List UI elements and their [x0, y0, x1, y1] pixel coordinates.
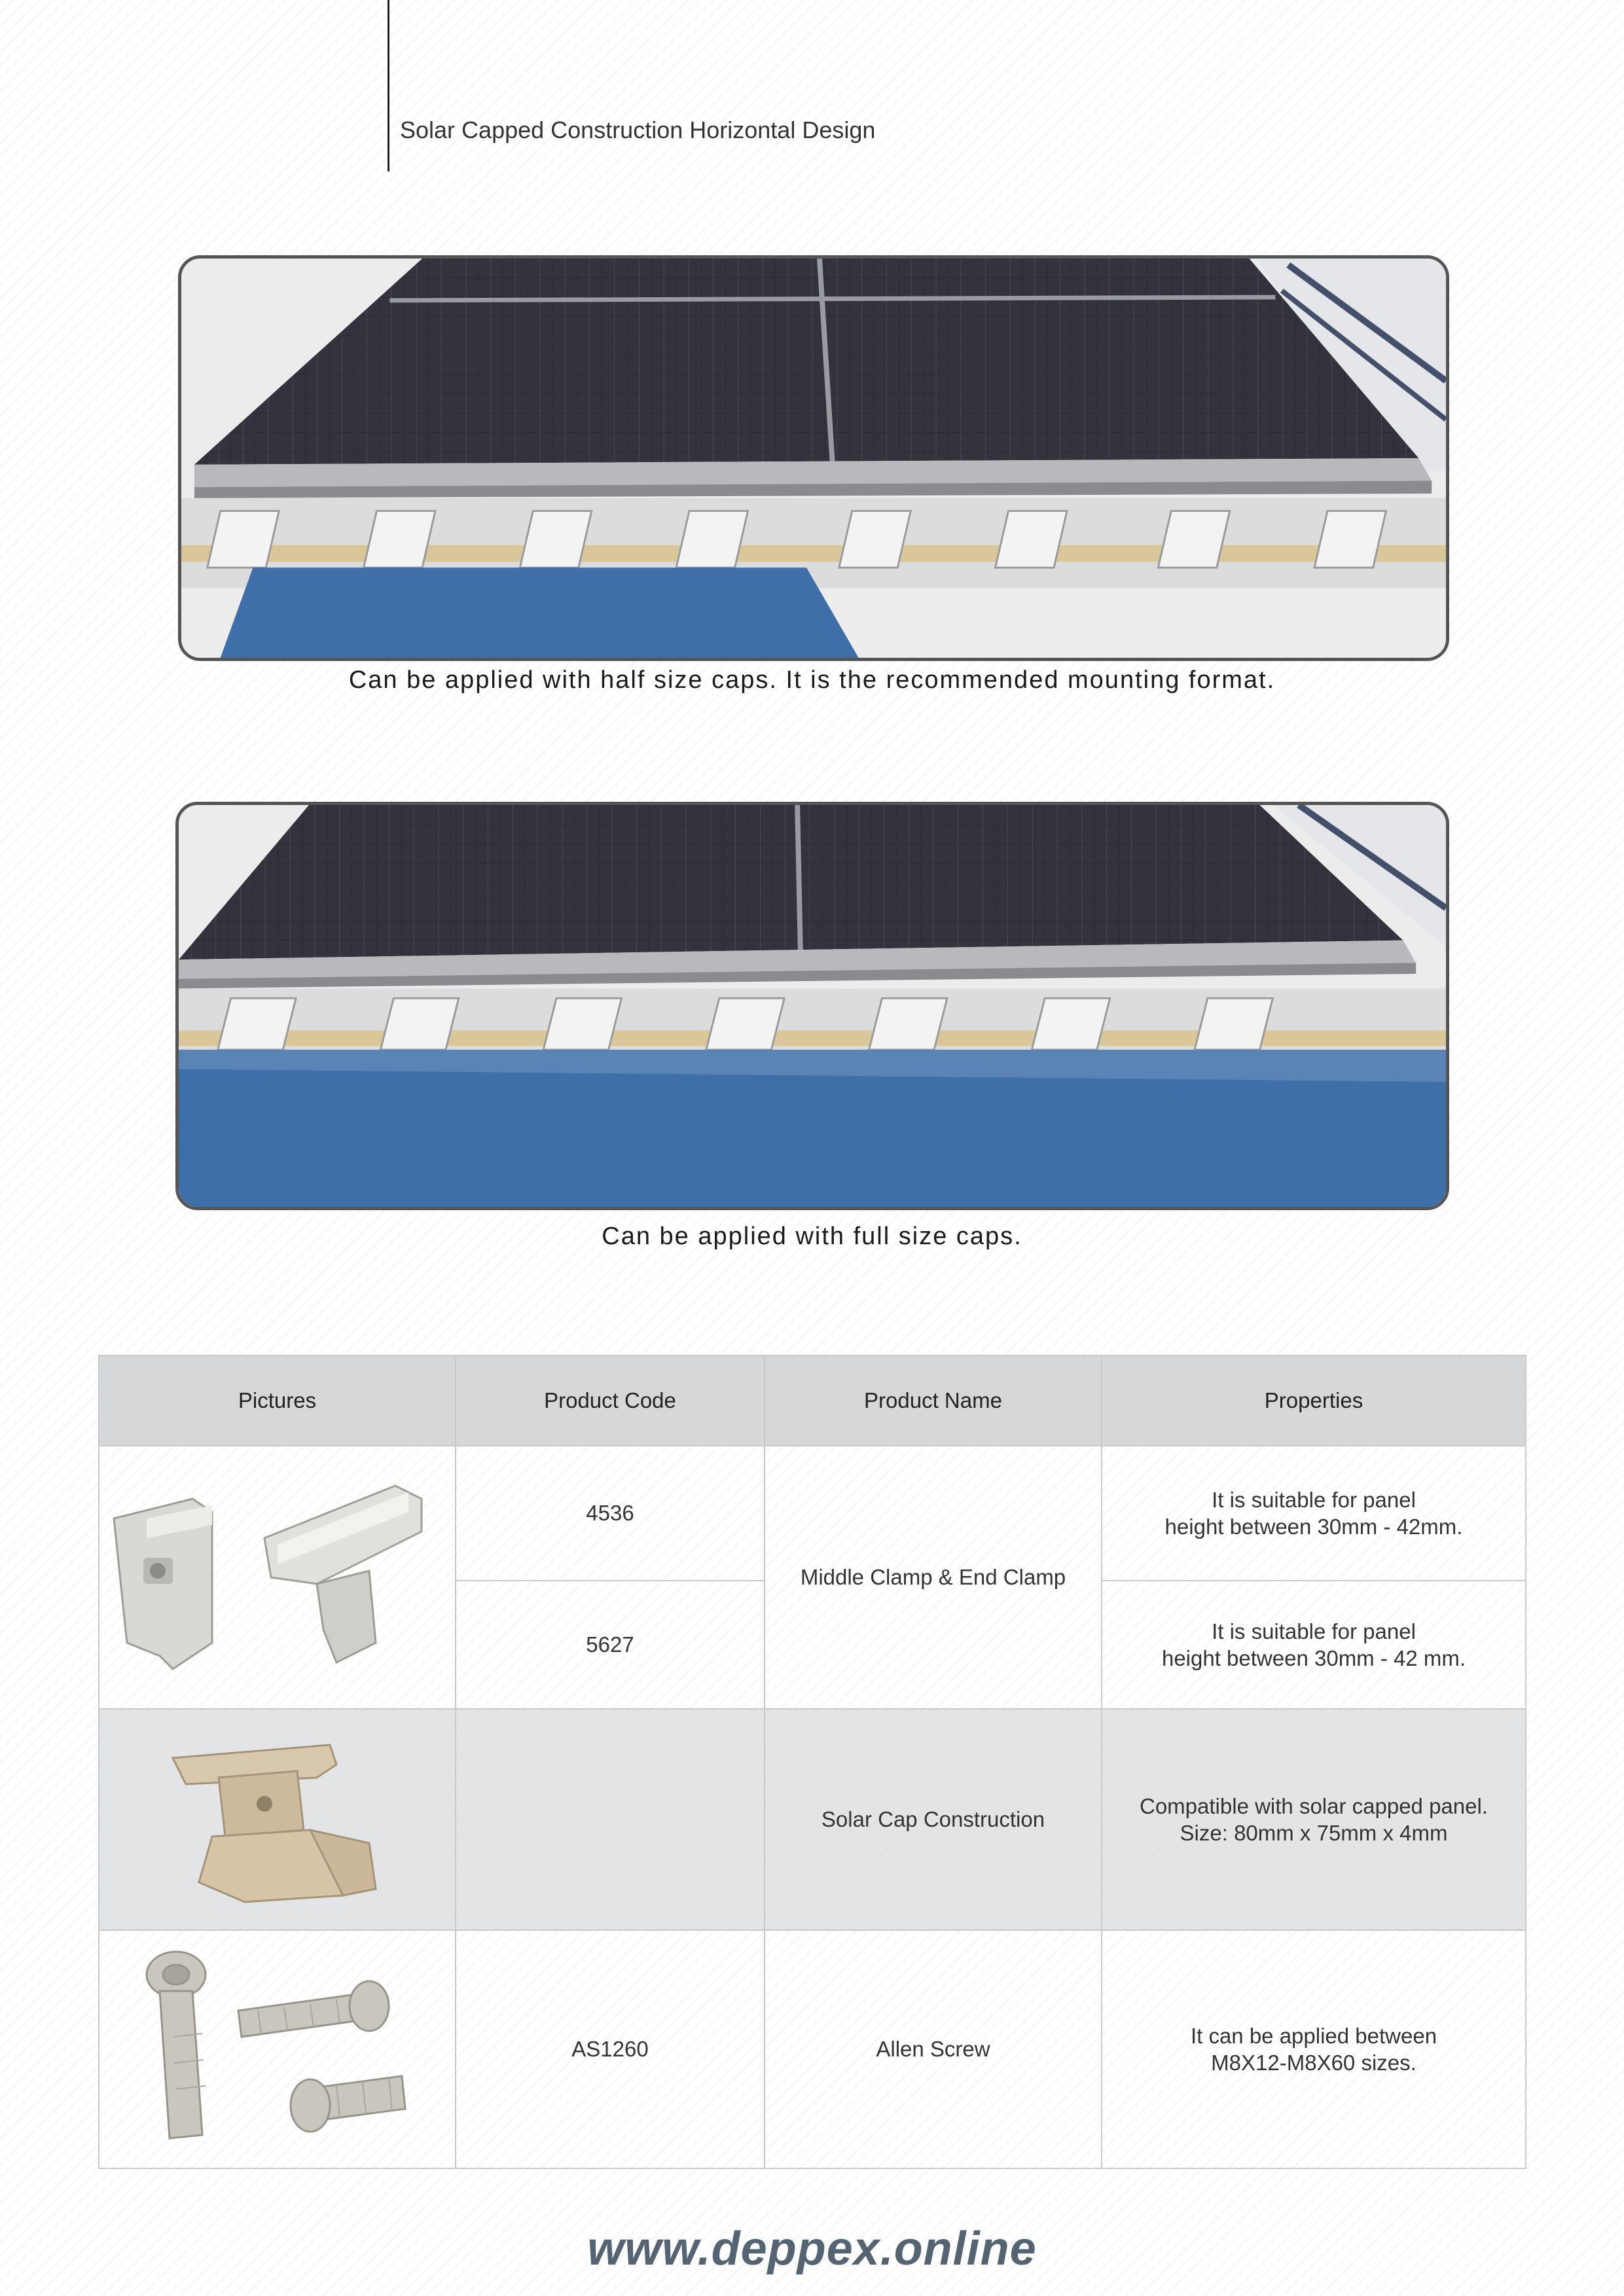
- page-title: Solar Capped Construction Horizontal Design: [400, 117, 876, 143]
- cap-construction-image: [147, 1719, 408, 1915]
- properties-line: It is suitable for panel: [1212, 1619, 1416, 1644]
- properties-line: M8X12-M8X60 sizes.: [1211, 2051, 1416, 2075]
- product-name-cell: Middle Clamp & End Clamp: [765, 1446, 1102, 1709]
- clamp-product-image: [101, 1446, 454, 1703]
- table-row: [99, 1930, 1526, 2168]
- properties-cell: [1102, 1930, 1526, 2168]
- allen-screw-image: [114, 1939, 441, 2155]
- properties-line: It is suitable for panel: [1212, 1488, 1416, 1513]
- product-name-cell: Allen Screw: [765, 1930, 1102, 2168]
- properties-cell: [1102, 1581, 1526, 1709]
- cap-construction-picture-cell: [99, 1709, 456, 1930]
- website-link[interactable]: www.deppex.online: [587, 2223, 1037, 2275]
- clamp-picture-cell: [99, 1446, 456, 1709]
- solar-full-caps-photo: [175, 802, 1449, 1210]
- table-row: [99, 1446, 1526, 1581]
- half-caps-caption: Can be applied with half size caps. It is the recommended mounting format.: [348, 666, 1276, 694]
- product-code-cell: AS1260: [456, 1930, 765, 2168]
- properties-cell: [1102, 1446, 1526, 1581]
- properties-line: Size: 80mm x 75mm x 4mm: [1180, 1821, 1448, 1845]
- solar-half-caps-photo: [178, 255, 1449, 661]
- product-code-cell: [456, 1709, 765, 1930]
- properties-line: It can be applied between: [1190, 2024, 1437, 2048]
- table-header-row: [99, 1355, 1526, 1446]
- screw-picture-cell: [99, 1930, 456, 2168]
- header-pictures: Pictures: [99, 1355, 456, 1446]
- header-product-name: Product Name: [765, 1355, 1102, 1446]
- product-table: [98, 1355, 1526, 2169]
- header-properties: Properties: [1102, 1355, 1526, 1446]
- properties-line: height between 30mm - 42 mm.: [1161, 1646, 1466, 1671]
- header-divider: [388, 0, 389, 171]
- properties-cell: [1102, 1709, 1526, 1930]
- product-code-cell: 5627: [456, 1581, 765, 1709]
- product-code-cell: 4536: [456, 1446, 765, 1581]
- properties-line: height between 30mm - 42mm.: [1164, 1515, 1463, 1539]
- full-caps-caption: Can be applied with full size caps.: [602, 1223, 1022, 1250]
- header-product-code: Product Code: [456, 1355, 765, 1446]
- properties-line: Compatible with solar capped panel.: [1140, 1794, 1488, 1818]
- product-name-cell: Solar Cap Construction: [765, 1709, 1102, 1930]
- table-row: [99, 1709, 1526, 1930]
